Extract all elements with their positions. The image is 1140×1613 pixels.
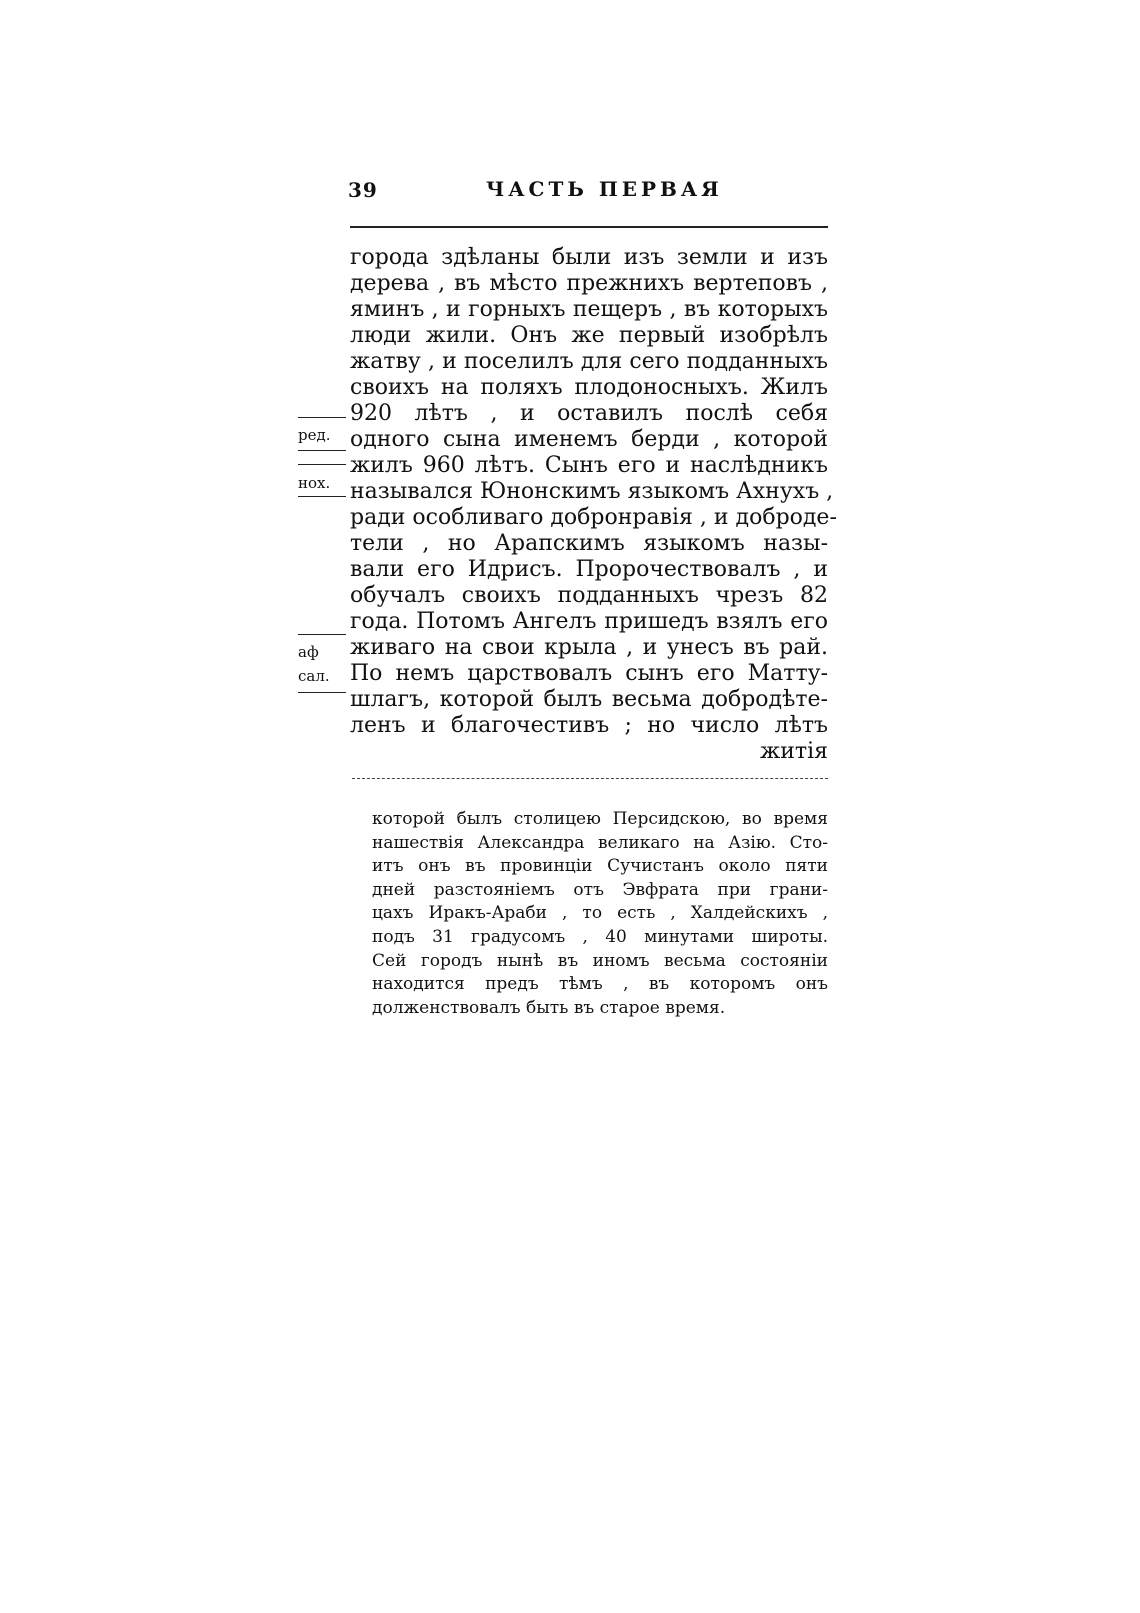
main-line: живаго на свои крыла , и унесъ въ рай. — [350, 635, 828, 660]
main-line: жилъ 960 лѣтъ. Сынъ его и наслѣдникъ — [350, 453, 828, 478]
main-line: своихъ на поляхъ плодоносныхъ. Жилъ — [350, 375, 828, 400]
main-line: яминъ , и горныхъ пещеръ , въ которыхъ — [350, 297, 828, 322]
main-line: одного сына именемъ берди , которой — [350, 427, 828, 452]
margin-note: нох. — [298, 474, 331, 492]
footnote-line: дней разстояніемъ отъ Эвфрата при грани- — [372, 879, 828, 900]
margin-rule — [298, 450, 346, 451]
margin-note: ред. — [298, 426, 331, 444]
margin-note: сал. — [298, 667, 330, 685]
footnote-line: долженствовалъ быть въ старое время. — [372, 997, 726, 1018]
margin-rule — [298, 634, 346, 635]
main-line: шлагъ, которой былъ весьма добродѣте- — [350, 687, 828, 712]
main-line: 920 лѣтъ , и оставилъ послѣ себя — [350, 401, 828, 426]
footnote-line: Сей городъ нынѣ въ иномъ весьма состояніи — [372, 950, 828, 971]
main-line: назывался Юнонскимъ языкомъ Ахнухъ , — [350, 479, 834, 504]
running-title: ЧАСТЬ ПЕРВАЯ — [486, 177, 723, 201]
margin-rule — [298, 496, 346, 497]
main-line: люди жили. Онъ же первый изобрѣлъ — [350, 323, 828, 348]
footnote-line: находится предъ тѣмъ , въ которомъ онъ — [372, 974, 828, 995]
main-line: жатву , и поселилъ для сего подданныхъ — [350, 349, 828, 374]
footnote-line: нашествія Александра великаго на Азію. Сто- — [372, 832, 828, 853]
footnote-line: цахъ Иракъ-Араби , то есть , Халдейскихъ , — [372, 903, 828, 924]
main-line: года. Потомъ Ангелъ пришедъ взялъ его — [350, 609, 828, 634]
margin-rule — [298, 417, 346, 418]
margin-rule — [298, 692, 346, 693]
footnote — [372, 808, 828, 1020]
margin-note: аф — [298, 643, 319, 661]
main-line: обучалъ своихъ подданныхъ чрезъ 82 — [350, 583, 828, 608]
main-line: По немъ царствовалъ сынъ его Матту- — [350, 661, 828, 686]
main-line: ленъ и благочестивъ ; но число лѣтъ — [350, 713, 828, 738]
footnote-line: итъ онъ въ провинціи Сучистанъ около пяти — [372, 856, 828, 877]
footnote-line: которой былъ столицею Персидскою, во время — [372, 809, 828, 829]
main-line: ради особливаго добронравія , и доброде- — [350, 505, 837, 530]
main-line: житія — [760, 739, 828, 764]
footnote-separator — [352, 778, 828, 779]
main-line: города здѣланы были изъ земли и изъ — [350, 245, 828, 270]
main-text — [350, 245, 837, 765]
margin-rule — [298, 464, 346, 465]
main-line: тели , но Арапскимъ языкомъ назы- — [350, 531, 828, 556]
page-number: 39 — [348, 178, 378, 202]
footnote-line: подъ 31 градусомъ , 40 минутами широты. — [372, 926, 828, 947]
main-line: вали его Идрисъ. Пророчествовалъ , и — [350, 557, 828, 582]
main-line: дерева , въ мѣсто прежнихъ вертеповъ , — [350, 271, 828, 296]
header-rule — [350, 226, 828, 228]
